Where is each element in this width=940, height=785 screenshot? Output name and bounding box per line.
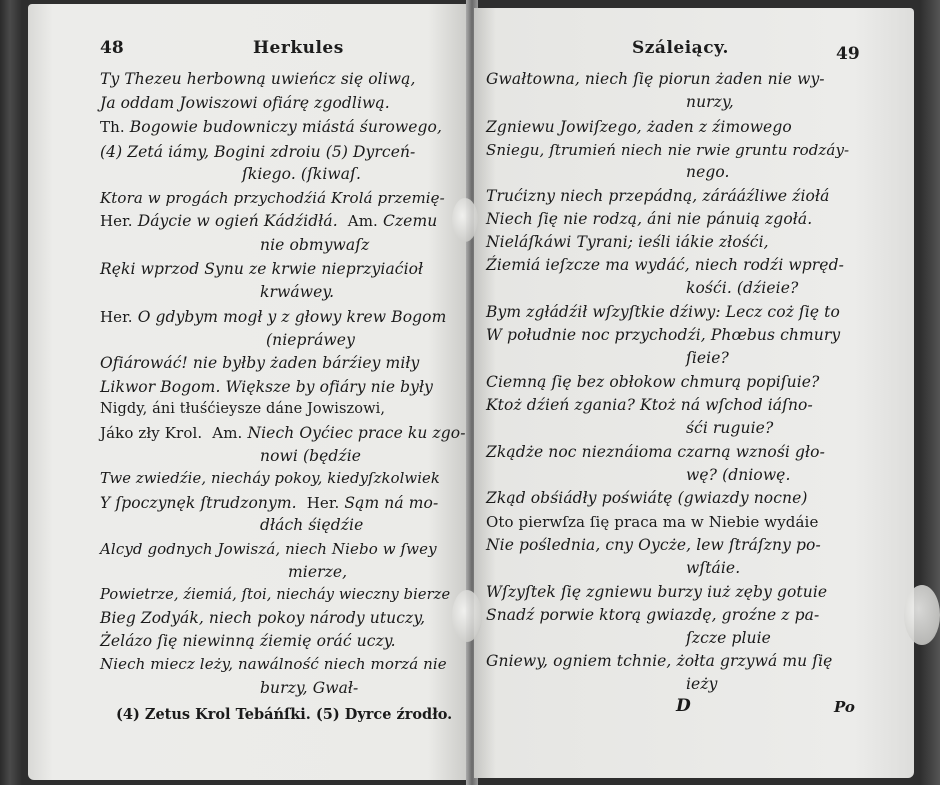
text-line: Nigdy, áni tłuśćieysze dáne Jowiszowi, (100, 401, 386, 417)
text-line: Niech ſię nie rodzą, áni nie pánuią zgołá. (486, 210, 813, 228)
text-line: ſzcze pluie (686, 629, 771, 647)
text-line: Y ſpoczynęk ſtrudzonym. Her. Sąm ná mo- (100, 494, 439, 512)
page-clip-top (452, 198, 478, 242)
speaker-label: Her. (100, 308, 133, 326)
footnote: (4) Zetus Krol Tebáńſki. (5) Dyrce źrodło. (116, 706, 453, 723)
text-line: Ja oddam Jowiszowi ofiárę zgodliwą. (100, 94, 390, 112)
page-number-right: 49 (836, 44, 860, 64)
text-line: Ręki wprzod Synu ze krwie nieprzyiaćioł (100, 260, 424, 278)
speaker-label: Her. (100, 212, 133, 230)
text-line: Her. Dáycie w ogień Kádźidłá. Am. Czemu (100, 212, 438, 230)
text-line: Nieláſkáwi Tyrani; ieśli iákie złośći, (486, 233, 769, 251)
left-page (28, 4, 470, 780)
text-line: kośći. (dźieie? (686, 279, 799, 297)
text-line: ſieie? (686, 349, 729, 367)
text-line: Alcyd godnych Jowiszá, niech Niebo w ſwey (100, 540, 437, 558)
text-line: Ofiárowáć! nie byłby żaden bárźiey miły (100, 354, 420, 372)
text-line: Oto pierwſza ſię praca ma w Niebie wydáie (486, 513, 819, 531)
running-head-right: Száleiący. (632, 38, 729, 58)
running-head-left: Herkules (253, 38, 344, 58)
text-line: Twe zwiedźie, niecháy pokoy, kiedyſzkolwiek (100, 470, 440, 487)
text-line: Ciemną ſię bez obłokow chmurą popiſuie? (486, 373, 820, 391)
text-line: mierze, (288, 563, 348, 581)
text-line: nie obmywaſz (260, 236, 370, 254)
page-number-left: 48 (100, 38, 124, 58)
text-line: Żelázo ſię niewinną źiemię oráć uczy. (100, 632, 396, 650)
speaker-label: Am. (212, 424, 243, 442)
text-line: wę? (dniowę. (686, 466, 791, 484)
text-line: Trućizny niech przepádną, zárááźliwe źiołá (486, 187, 830, 205)
catchword: Po (834, 698, 855, 716)
right-page (474, 8, 914, 778)
text-line: Powietrze, źiemiá, ſtoi, niecháy wieczny bierze (100, 586, 451, 603)
text-line: Zkądże noc nieznáioma czarną wznośi gło- (486, 443, 825, 461)
text-line: nego. (686, 163, 730, 181)
text-line: ſkiego. (ſkiwaſ. (242, 165, 362, 183)
text-line: nurzy, (686, 93, 734, 111)
text-line: Th. Bogowie budowniczy miástá śurowego, (100, 118, 443, 136)
text-line: (niepráwey (266, 331, 355, 349)
speaker-label: Am. (347, 212, 378, 230)
text-line: Ty Thezeu herbowną uwieńcz się oliwą, (100, 70, 416, 88)
text-line: Wſzyſtek ſię zgniewu burzy iuż zęby gotuie (486, 583, 828, 601)
page-clip-right (904, 585, 940, 645)
text-line: Her. O gdybym mogł y z głowy krew Bogom (100, 308, 447, 326)
text-line: dłách śiędźie (260, 516, 364, 534)
text-line: Bym zgłádźił wſzyſtkie dźiwy: Lecz coż ſię to (486, 303, 840, 321)
text-line: burzy, Gwał- (260, 679, 359, 697)
text-line: ieży (686, 675, 718, 693)
text-line: Likwor Bogom. Większe by ofiáry nie były (100, 378, 433, 396)
text-line: krwáwey. (260, 283, 335, 301)
text-line: śći ruguie? (686, 419, 774, 437)
text-line: Gwałtowna, niech ſię piorun żaden nie wy- (486, 70, 825, 88)
text-line: Ktoż dźień zgania? Ktoż ná wſchod iáſno- (486, 396, 813, 414)
text-line: Nie poślednia, cny Oycże, lew ſtráſzny po- (486, 536, 821, 554)
text-line: Snadź porwie ktorą gwiazdę, groźne z pa- (486, 606, 820, 624)
page-clip-bottom (452, 590, 482, 642)
speaker-label: Th. (100, 118, 125, 136)
speaker-label: Her. (306, 494, 340, 512)
signature-mark: D (676, 696, 691, 716)
text-line: Zkąd obśiádły poświátę (gwiazdy nocne) (486, 489, 808, 507)
text-line: Źiemiá ieſzcze ma wydáć, niech rodźi wpręd- (486, 256, 844, 274)
text-line: Jáko zły Krol. Am. Niech Oyćiec prace ku zgo- (100, 424, 466, 442)
text-line: Sniegu, ſtrumień niech nie rwie gruntu rodzáy- (486, 141, 850, 159)
text-line: Niech miecz leży, nawálność niech morzá nie (100, 655, 447, 673)
text-line: nowi (będźie (260, 447, 362, 465)
text-line: Ktora w progách przychodźiá Krolá przemię- (100, 189, 445, 207)
text-line: Bieg Zodyák, niech pokoy národy utuczy, (100, 609, 426, 627)
text-line: Zgniewu Jowiſzego, żaden z źimowego (486, 118, 792, 136)
text-line: W południe noc przychodźi, Phœbus chmury (486, 326, 841, 344)
text-line: (4) Zetá iámy, Bogini zdroiu (5) Dyrceń- (100, 143, 416, 161)
text-line: wſtáie. (686, 559, 741, 577)
text-line: Gniewy, ogniem tchnie, żołta grzywá mu ſię (486, 652, 833, 670)
